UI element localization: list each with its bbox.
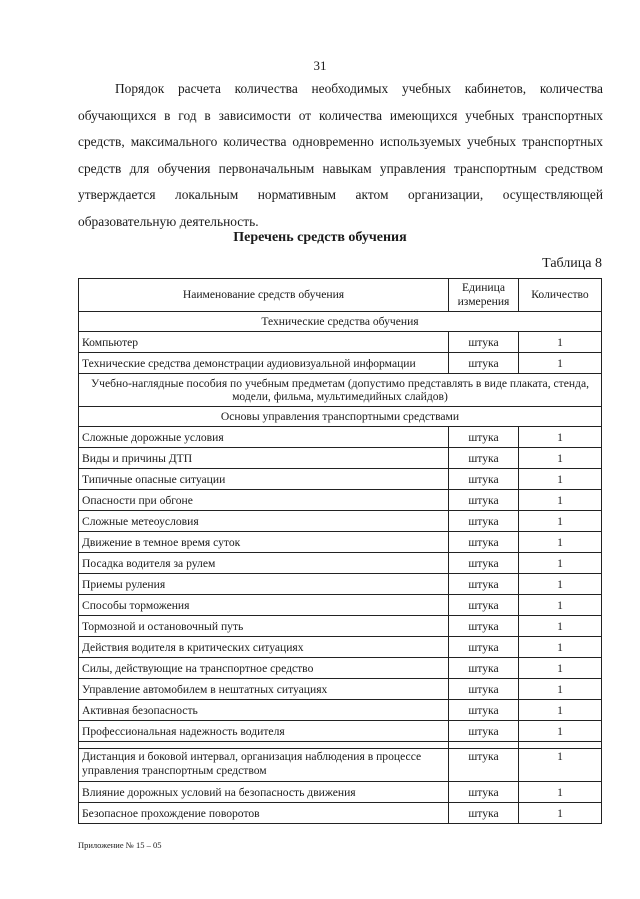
item-name: Тормозной и остановочный путь	[79, 616, 449, 637]
item-unit: штука	[449, 532, 519, 553]
section-row	[79, 374, 602, 407]
item-unit: штука	[449, 803, 519, 824]
item-unit: штука	[449, 553, 519, 574]
item-unit: штука	[449, 679, 519, 700]
item-name: Технические средства демонстрации аудиовизуальной информации	[79, 353, 449, 374]
item-unit: штука	[449, 490, 519, 511]
item-qty: 1	[519, 448, 602, 469]
item-name: Движение в темное время суток	[79, 532, 449, 553]
table-row	[79, 532, 602, 553]
item-name: Безопасное прохождение поворотов	[79, 803, 449, 824]
item-unit: штука	[449, 658, 519, 679]
item-qty: 1	[519, 700, 602, 721]
table-row	[79, 332, 602, 353]
table-label: Таблица 8	[542, 256, 602, 271]
item-qty: 1	[519, 749, 602, 782]
item-qty: 1	[519, 616, 602, 637]
section-title: Основы управления транспортными средствами	[79, 407, 602, 427]
item-qty: 1	[519, 595, 602, 616]
item-unit: штука	[449, 595, 519, 616]
page-number: 31	[313, 58, 327, 73]
item-unit: штука	[449, 353, 519, 374]
table-row	[79, 637, 602, 658]
item-unit: штука	[449, 332, 519, 353]
item-unit: штука	[449, 511, 519, 532]
item-qty: 1	[519, 782, 602, 803]
item-qty: 1	[519, 637, 602, 658]
table-row	[79, 469, 602, 490]
section-title: Технические средства обучения	[79, 312, 602, 332]
item-name: Управление автомобилем в нештатных ситуациях	[79, 679, 449, 700]
item-unit: штука	[449, 469, 519, 490]
item-name: Дистанция и боковой интервал, организация наблюдения в процессе управления транспортным средством	[79, 749, 449, 782]
table-row	[79, 427, 602, 448]
item-unit: штука	[449, 721, 519, 742]
item-name: Приемы руления	[79, 574, 449, 595]
table-row	[79, 616, 602, 637]
table-row	[79, 511, 602, 532]
item-name: Типичные опасные ситуации	[79, 469, 449, 490]
item-qty: 1	[519, 658, 602, 679]
table-row	[79, 490, 602, 511]
table-row	[79, 700, 602, 721]
table-row	[79, 782, 602, 803]
item-qty: 1	[519, 511, 602, 532]
item-unit: штука	[449, 616, 519, 637]
table-row	[79, 658, 602, 679]
table-row	[79, 749, 602, 782]
list-title: Перечень средств обучения	[233, 230, 407, 245]
item-name: Профессиональная надежность водителя	[79, 721, 449, 742]
item-name: Активная безопасность	[79, 700, 449, 721]
item-qty: 1	[519, 353, 602, 374]
item-unit: штука	[449, 700, 519, 721]
item-qty: 1	[519, 532, 602, 553]
item-name: Опасности при обгоне	[79, 490, 449, 511]
item-name: Сложные метеоусловия	[79, 511, 449, 532]
means-of-training-table	[78, 278, 602, 824]
item-unit: штука	[449, 448, 519, 469]
item-qty: 1	[519, 574, 602, 595]
item-name: Сложные дорожные условия	[79, 427, 449, 448]
item-name: Влияние дорожных условий на безопасность движения	[79, 782, 449, 803]
item-qty: 1	[519, 490, 602, 511]
table-row	[79, 448, 602, 469]
item-name: Виды и причины ДТП	[79, 448, 449, 469]
intro-paragraph: Порядок расчета количества необходимых учебных кабинетов, количества обучающихся в год в зависимости от количества имеющихся учебных транспортных средств, максимального количества одновременно используемых учебных транспортных средств для обучения первоначальным навыкам управления транспортным средством утверждается локальным нормативным актом организации, осуществляющей образовательную деятельность.	[78, 81, 603, 229]
item-qty: 1	[519, 332, 602, 353]
table-page-break	[79, 742, 602, 749]
table-row	[79, 574, 602, 595]
header-unit: Единица измерения	[449, 279, 519, 312]
item-name: Компьютер	[79, 332, 449, 353]
item-qty: 1	[519, 469, 602, 490]
table-row	[79, 679, 602, 700]
item-unit: штука	[449, 637, 519, 658]
item-qty: 1	[519, 721, 602, 742]
section-title: Учебно-наглядные пособия по учебным предметам (допустимо представлять в виде плаката, стенда, модели, фильма, мультимедийных слайдов)	[79, 374, 602, 407]
table-row	[79, 553, 602, 574]
table-row	[79, 721, 602, 742]
item-qty: 1	[519, 679, 602, 700]
item-unit: штука	[449, 749, 519, 782]
item-name: Способы торможения	[79, 595, 449, 616]
item-unit: штука	[449, 427, 519, 448]
item-qty: 1	[519, 427, 602, 448]
item-unit: штука	[449, 574, 519, 595]
header-qty: Количество	[519, 279, 602, 312]
table-row	[79, 595, 602, 616]
item-qty: 1	[519, 553, 602, 574]
item-name: Посадка водителя за рулем	[79, 553, 449, 574]
table-header-row	[79, 279, 602, 312]
table-row	[79, 353, 602, 374]
section-row	[79, 407, 602, 427]
section-row	[79, 312, 602, 332]
item-name: Действия водителя в критических ситуациях	[79, 637, 449, 658]
table-row	[79, 803, 602, 824]
footer-note: Приложение № 15 – 05	[78, 840, 162, 850]
item-qty: 1	[519, 803, 602, 824]
header-name: Наименование средств обучения	[79, 279, 449, 312]
item-unit: штука	[449, 782, 519, 803]
item-name: Силы, действующие на транспортное средство	[79, 658, 449, 679]
